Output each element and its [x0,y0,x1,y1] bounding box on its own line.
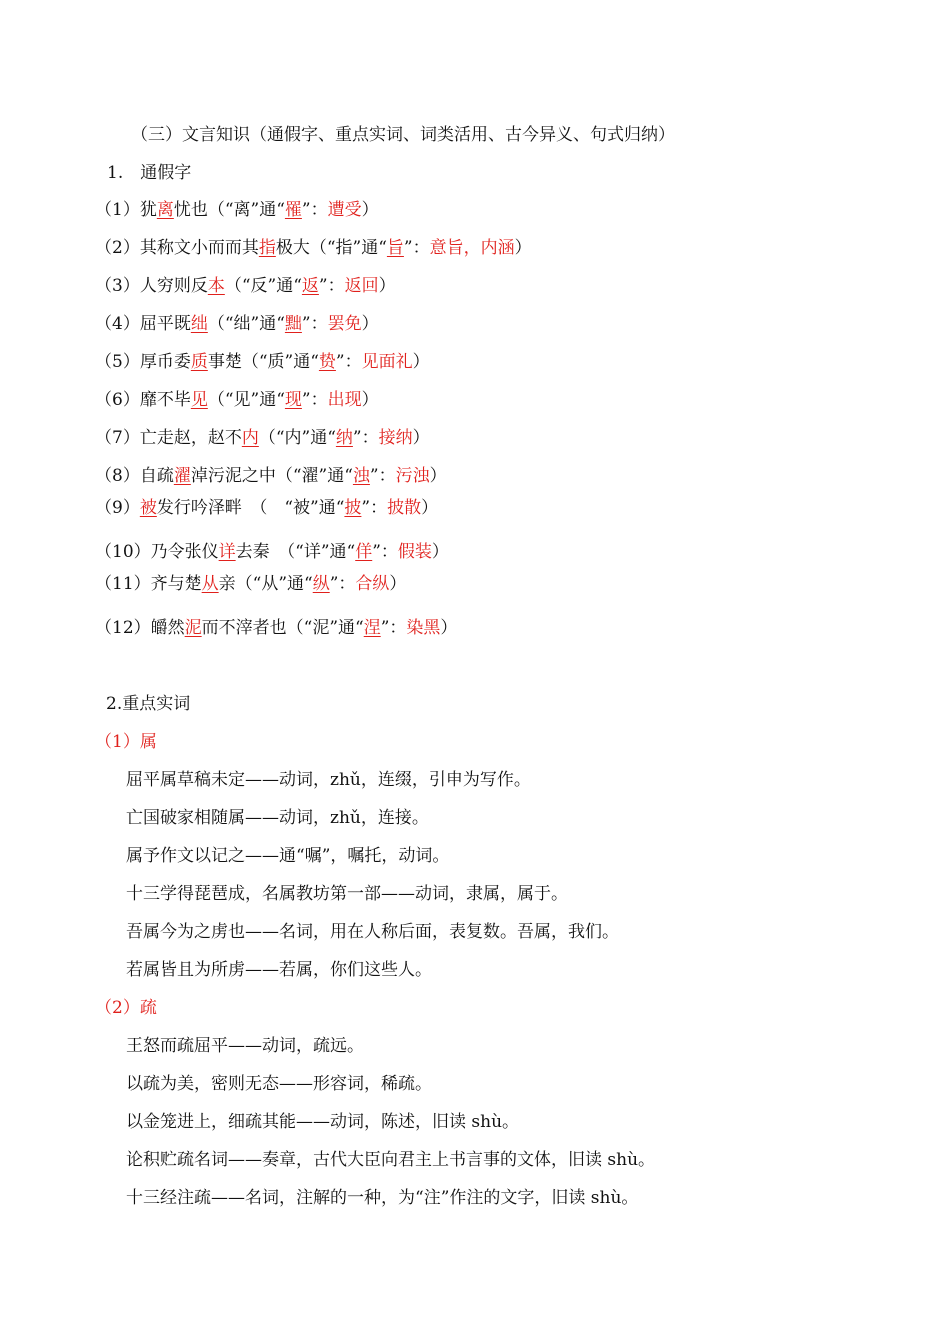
sentence-text: 极大（“指”通“ [275,238,387,258]
tongjiazi-item [95,464,447,488]
item-number: （7） [95,428,140,448]
punct: ） [412,352,430,372]
item-number: （8） [95,466,140,486]
original-char: 贽 [318,352,336,372]
punct: ） [361,314,379,334]
punct: ”： [380,618,407,638]
shici-entry: 屈平属草稿未定——动词，zhǔ，连缀，引申为写作。 [126,770,531,790]
tongjia-char: 质 [190,352,208,372]
tongjiazi-item [95,572,406,596]
item-number: （3） [95,276,140,296]
tongjia-char: 泥 [184,618,202,638]
tongjia-char: 见 [190,390,208,410]
punct: ”： [352,428,379,448]
tongjiazi-item [95,540,449,564]
punct: ”： [372,542,398,562]
item-number: （9） [95,498,140,518]
shici-entry: 以金笼进上，细疏其能——动词，陈述，旧读 shù。 [126,1112,520,1132]
meaning-text: 遭受 [327,200,362,220]
shici-entry: 以疏为美，密则无态——形容词，稀疏。 [126,1074,432,1094]
sentence-text: 而不滓者也（“泥”通“ [201,618,364,638]
meaning-text: 披散 [387,498,422,518]
punct: ） [361,390,379,410]
section2-title: 2.重点实词 [106,694,191,714]
punct: ） [421,498,439,518]
meaning-text: 合纵 [355,574,390,594]
punct: ”： [369,466,396,486]
tongjia-char: 离 [156,200,174,220]
punct: ） [378,276,396,296]
sentence-text: 屈平既 [139,314,191,334]
shici-entry: 属予作文以记之——通“嘱”，嘱托，动词。 [126,846,450,866]
punct: ”： [301,314,328,334]
punct: ”： [403,238,430,258]
shici-entry: 论积贮疏名词——奏章，古代大臣向君主上书言事的文体，旧读 shù。 [126,1150,656,1170]
sentence-text: （“绌”通“ [207,314,285,334]
meaning-text: 染黑 [406,618,441,638]
sentence-text: 皭然 [150,618,185,638]
original-char: 纳 [335,428,353,448]
punct: ”： [301,390,328,410]
shici-label: （1）属 [95,732,157,752]
tongjiazi-item [95,350,430,374]
tongjiazi-item [95,274,396,298]
punct: ”： [361,498,388,518]
shici-entry: 王怒而疏屈平——动词，疏远。 [126,1036,364,1056]
meaning-text: 接纳 [378,428,413,448]
tongjiazi-item [95,312,379,336]
item-number: （2） [95,238,140,258]
shici-entry: 吾属今为之虏也——名词，用在人称后面，表复数。吾属，我们。 [126,922,619,942]
meaning-text: 罢免 [327,314,362,334]
sentence-text: 齐与楚 [150,574,202,594]
meaning-text: 见面礼 [361,352,413,372]
punct: ） [440,618,458,638]
sentence-text: 其称文小而而其 [139,238,259,258]
sentence-text: 乃令张仪 [150,542,219,562]
tongjia-char: 濯 [173,466,191,486]
punct: ） [431,542,449,562]
shici-entry: 十三经注疏——名词，注解的一种，为“注”作注的文字，旧读 shù。 [126,1188,639,1208]
punct: ） [412,428,430,448]
tongjiazi-item [95,426,430,450]
tongjiazi-item [95,388,379,412]
punct: ） [389,574,407,594]
meaning-text: 假装 [397,542,432,562]
original-char: 罹 [284,200,302,220]
sentence-text: 靡不毕 [139,390,191,410]
tongjia-char: 从 [201,574,219,594]
item-number: （1） [95,200,140,220]
tongjia-char: 内 [241,428,259,448]
section1-title: 1. 通假字 [107,163,192,183]
shici-entry: 十三学得琵琶成，名属教坊第一部——动词，隶属，属于。 [126,884,568,904]
item-number: （6） [95,390,140,410]
original-char: 旨 [386,238,404,258]
sentence-text: 人穷则反 [139,276,208,296]
tongjia-char: 绌 [190,314,208,334]
original-char: 佯 [355,542,373,562]
original-char: 浊 [352,466,370,486]
sentence-text: 厚币委 [139,352,191,372]
tongjia-char: 指 [258,238,276,258]
sentence-text: 发行吟泽畔 （ “被”通“ [156,498,345,518]
original-char: 涅 [363,618,381,638]
sentence-text: 去秦 （“详”通“ [235,542,356,562]
item-number: （4） [95,314,140,334]
sentence-text: 亡走赵，赵不 [139,428,242,448]
punct: ） [514,238,532,258]
tongjiazi-item [95,496,438,520]
sentence-text: 犹 [139,200,157,220]
punct: ”： [301,200,328,220]
sentence-text: 亲（“从”通“ [218,574,313,594]
sentence-text: 自疏 [139,466,174,486]
sentence-text: 事楚（“质”通“ [207,352,319,372]
sentence-text: 忧也（“离”通“ [173,200,285,220]
meaning-text: 污浊 [395,466,430,486]
shici-entry: 若属皆且为所虏——若属，你们这些人。 [126,960,432,980]
punct: ”： [318,276,345,296]
item-number: （12） [95,618,151,638]
sentence-text: （“内”通“ [258,428,336,448]
tongjia-char: 详 [218,542,236,562]
item-number: （11） [95,574,151,594]
punct: ） [361,200,379,220]
sentence-text: （“见”通“ [207,390,285,410]
punct: ”： [335,352,362,372]
original-char: 现 [284,390,302,410]
tongjiazi-item [95,236,532,260]
meaning-text: 返回 [344,276,379,296]
original-char: 披 [344,498,362,518]
tongjiazi-item [95,616,457,640]
meaning-text: 意旨，内涵 [429,238,515,258]
original-char: 黜 [284,314,302,334]
shici-label: （2）疏 [95,998,157,1018]
punct: ”： [329,574,356,594]
tongjia-char: 被 [139,498,157,518]
sentence-text: 淖污泥之中（“濯”通“ [190,466,353,486]
item-number: （10） [95,542,151,562]
original-char: 纵 [312,574,330,594]
tongjia-char: 本 [207,276,225,296]
section-heading: （三）文言知识（通假字、重点实词、词类活用、古今异义、句式归纳） [131,125,675,145]
shici-entry: 亡国破家相随属——动词，zhǔ，连接。 [126,808,429,828]
tongjiazi-item [95,198,379,222]
meaning-text: 出现 [327,390,362,410]
item-number: （5） [95,352,140,372]
sentence-text: （“反”通“ [224,276,302,296]
original-char: 返 [301,276,319,296]
punct: ） [429,466,447,486]
